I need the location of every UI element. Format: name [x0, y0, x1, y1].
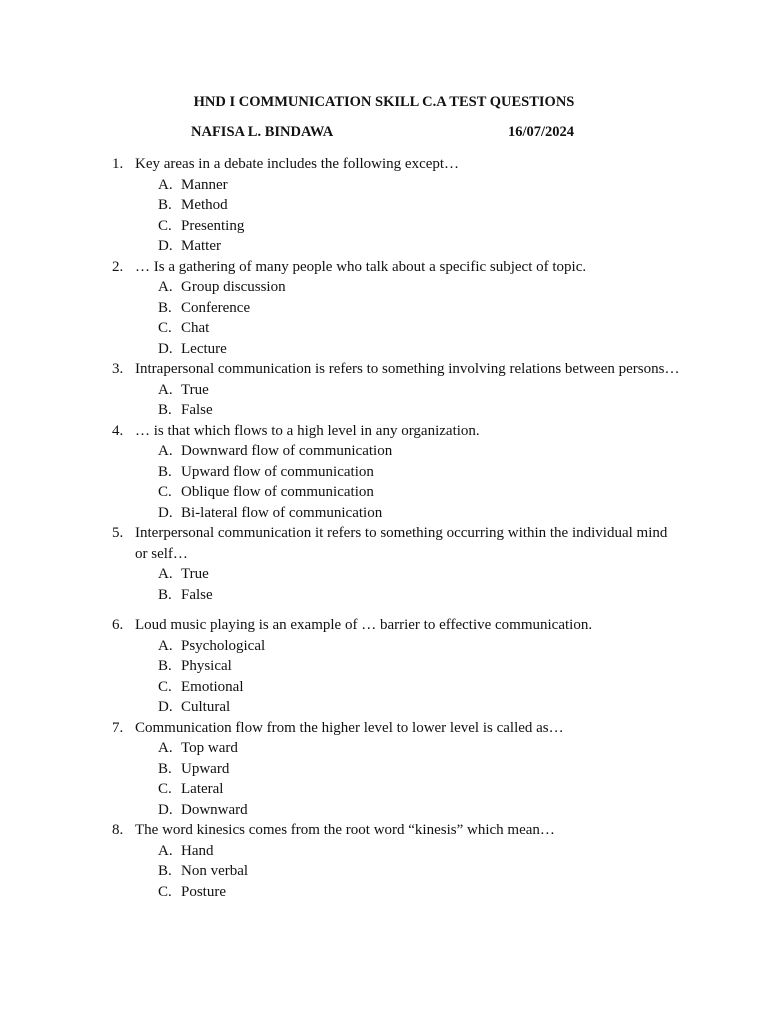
- option: [0, 585, 768, 606]
- question-number: 1.: [112, 156, 124, 172]
- option: [0, 636, 768, 657]
- option-letter: A.: [158, 740, 173, 756]
- question-number: 5.: [112, 525, 124, 541]
- option-text: Top ward: [181, 740, 238, 756]
- option-text: Chat: [181, 320, 210, 336]
- option-letter: A.: [158, 176, 173, 193]
- option-text: Psychological: [181, 637, 266, 654]
- option-text: Downward flow of communication: [181, 443, 393, 459]
- option: [0, 656, 768, 677]
- option-text: False: [181, 402, 213, 418]
- option: [0, 400, 768, 421]
- option-letter: A.: [158, 842, 173, 859]
- option-text: Non verbal: [181, 863, 249, 879]
- question-5: [0, 523, 768, 605]
- option: [0, 882, 768, 903]
- option: [0, 216, 768, 237]
- option: [0, 759, 768, 780]
- option-text: Bi-lateral flow of communication: [181, 504, 383, 521]
- option-text: Posture: [181, 883, 226, 900]
- option-text: Upward flow of communication: [181, 463, 374, 480]
- option: [0, 236, 768, 257]
- question-4: [0, 421, 768, 524]
- option-text: Conference: [181, 299, 251, 316]
- question-7: [0, 718, 768, 821]
- question-8: [0, 820, 768, 902]
- option-text: Manner: [181, 176, 228, 193]
- option-text: Method: [181, 197, 228, 213]
- option-text: Lecture: [181, 340, 227, 357]
- question-text: Interpersonal communication it refers to something occurring within the individual mind or self…: [135, 525, 668, 562]
- option-letter: A.: [158, 443, 173, 459]
- option-letter: B.: [158, 197, 172, 213]
- option-letter: D.: [158, 238, 173, 254]
- option-letter: B.: [158, 402, 172, 418]
- option-letter: B.: [158, 760, 172, 777]
- option: [0, 482, 768, 503]
- option-letter: D.: [158, 340, 173, 357]
- option-text: False: [181, 586, 213, 603]
- option-letter: B.: [158, 463, 172, 480]
- option-letter: A.: [158, 381, 173, 398]
- test-date: 16/07/2024: [508, 124, 575, 140]
- option-text: Downward: [181, 801, 248, 818]
- option-text: Group discussion: [181, 279, 286, 295]
- question-number: 8.: [112, 822, 124, 838]
- option-text: Oblique flow of communication: [181, 484, 374, 500]
- question-text: Intrapersonal communication is refers to something involving relations between persons…: [135, 361, 680, 377]
- option-letter: D.: [158, 699, 173, 715]
- question-number: 6.: [112, 617, 124, 633]
- question-number: 4.: [112, 422, 124, 439]
- option: [0, 339, 768, 360]
- option-letter: B.: [158, 863, 172, 879]
- option-text: Physical: [181, 658, 232, 674]
- option: [0, 503, 768, 524]
- question-text: Communication flow from the higher level to lower level is called as…: [135, 719, 564, 736]
- question-list: [0, 154, 768, 902]
- author-name: NAFISA L. BINDAWA: [191, 124, 334, 140]
- option: [0, 738, 768, 759]
- question-number: 2.: [112, 258, 124, 275]
- option-letter: D.: [158, 801, 173, 818]
- option-text: Hand: [181, 842, 214, 859]
- option: [0, 195, 768, 216]
- option-text: Lateral: [181, 781, 224, 797]
- question-1: [0, 154, 768, 257]
- option: [0, 462, 768, 483]
- option: [0, 380, 768, 401]
- option-letter: A.: [158, 637, 173, 654]
- option: [0, 800, 768, 821]
- question-6: [0, 615, 768, 718]
- option-letter: C.: [158, 781, 172, 797]
- question-text: The word kinesics comes from the root word “kinesis” which mean…: [135, 822, 555, 838]
- question-text: Key areas in a debate includes the following except…: [135, 156, 460, 172]
- option-text: True: [181, 566, 209, 582]
- option-letter: C.: [158, 217, 172, 234]
- question-text: Loud music playing is an example of … barrier to effective communication.: [135, 617, 593, 633]
- option-letter: C.: [158, 320, 172, 336]
- option-letter: B.: [158, 586, 172, 603]
- option-text: Emotional: [181, 678, 244, 695]
- option: [0, 564, 768, 585]
- option-letter: C.: [158, 484, 172, 500]
- option-letter: C.: [158, 883, 172, 900]
- option: [0, 175, 768, 196]
- option: [0, 841, 768, 862]
- option: [0, 861, 768, 882]
- question-2: [0, 257, 768, 360]
- question-number: 3.: [112, 361, 124, 377]
- option-text: Matter: [181, 238, 221, 254]
- question-3: [0, 359, 768, 421]
- option: [0, 677, 768, 698]
- option: [0, 441, 768, 462]
- option-text: Presenting: [181, 217, 245, 234]
- option-text: True: [181, 381, 209, 398]
- option: [0, 779, 768, 800]
- option-text: Upward: [181, 760, 230, 777]
- option-letter: B.: [158, 658, 172, 674]
- option: [0, 277, 768, 298]
- option-text: Cultural: [181, 699, 231, 715]
- option: [0, 318, 768, 339]
- option-letter: A.: [158, 566, 173, 582]
- option-letter: C.: [158, 678, 172, 695]
- question-text: … Is a gathering of many people who talk about a specific subject of topic.: [135, 258, 587, 275]
- option-letter: A.: [158, 279, 173, 295]
- question-text: … is that which flows to a high level in any organization.: [135, 422, 480, 439]
- document-title: HND I COMMUNICATION SKILL C.A TEST QUESTIONS: [193, 94, 575, 110]
- option: [0, 298, 768, 319]
- option-letter: D.: [158, 504, 173, 521]
- question-number: 7.: [112, 719, 124, 736]
- option-letter: B.: [158, 299, 172, 316]
- option: [0, 697, 768, 718]
